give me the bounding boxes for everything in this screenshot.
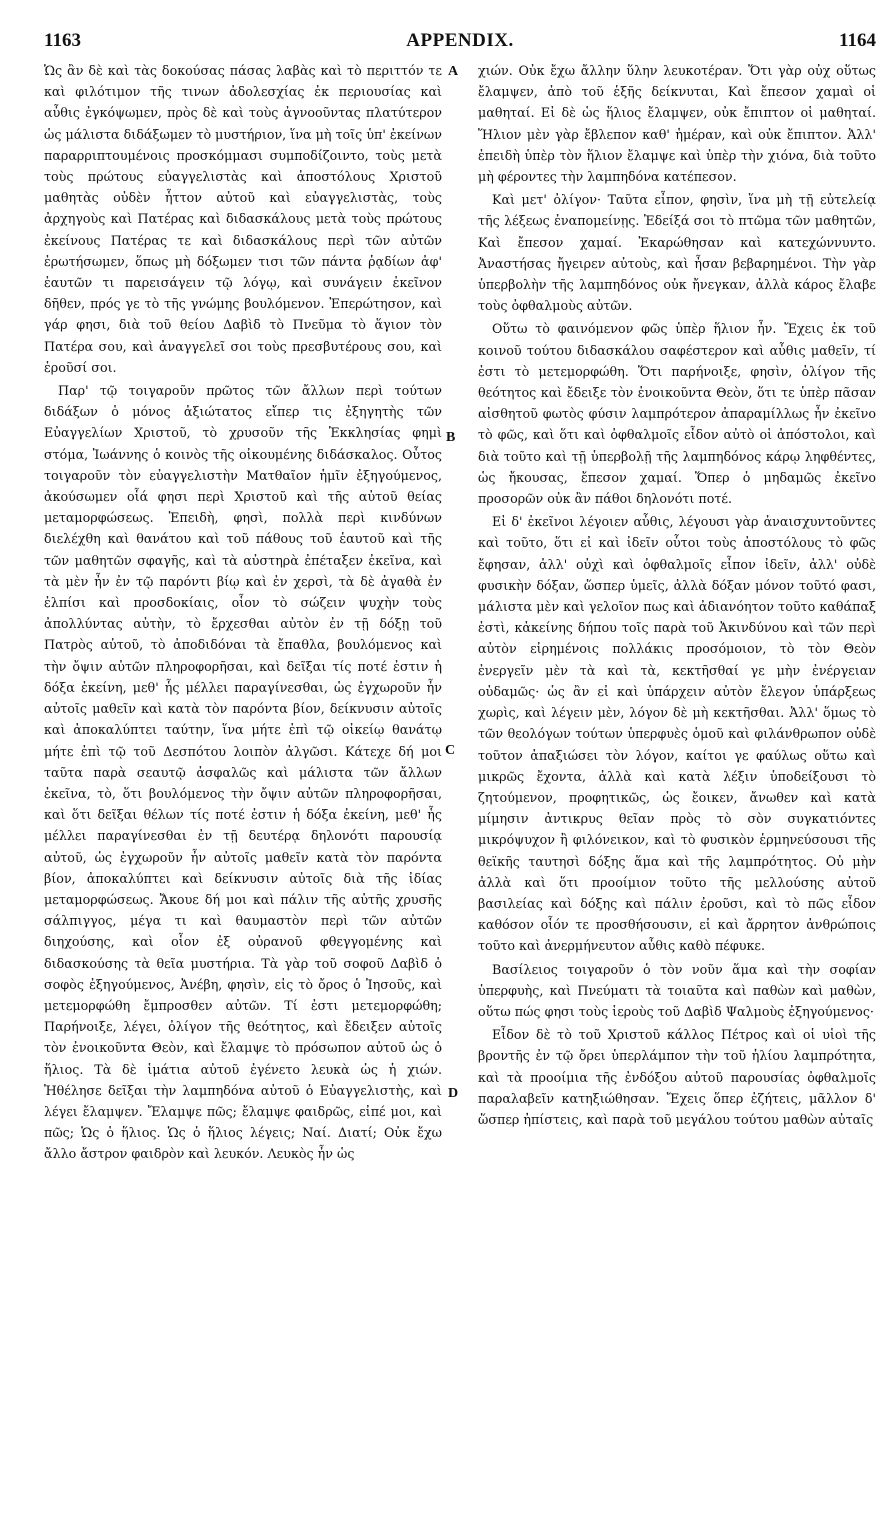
- paragraph: Παρ' τῷ τοιγαροῦν πρῶτος τῶν ἄλλων περὶ τούτων διδάξων ὁ μόνος ἀξιώτατος εἴπερ τις ἐξηγητὴς τῶν Εὐαγγελίων Χριστοῦ, τὸ χρυσοῦν τῆς Ἐκκλησίας φημὶ στόμα, Ἰωάννης ὁ κοινὸς τῆς οἰκουμένης διδάσκαλος. Οὗτος τοιγαροῦν τὸν εὐαγγελιστὴν Ματθαῖον ἡμῖν ἐξηγούμενος, ἀκούσωμεν οἷά φησι περὶ Χριστοῦ καὶ τῆς αὐτοῦ θείας μεταμορφώσεως. Ἐπειδὴ, φησὶ, πολλὰ περὶ κινδύνων διελέχθη καὶ θανάτου καὶ τοῦ πάθους τοῦ ἑαυτοῦ καὶ τῆς τῶν μαθητῶν σφαγῆς, καὶ τὰ αὐστηρὰ ἐπέταξεν ἐκεῖνα, καὶ τὰ μὲν ἦν ἐν τῷ παρόντι βίῳ καὶ ἐν χερσὶ, τὰ δὲ ἀγαθὰ ἐν ἐλπίσι καὶ προσδοκίαις, οἷον τὸ σώζειν ψυχὴν τοὺς ἀπολλύντας αὐτὴν, τὸ ἔρχεσθαι αὐτὸν ἐν τῇ δόξῃ τοῦ Πατρὸς αὐτοῦ, τὸ ἀποδιδόναι τὰ ἔπαθλα, βουλόμενος καὶ τὴν ὄψιν αὐτῶν πληροφορῆσαι, καὶ δεῖξαι τίς ποτέ ἐστιν ἡ δόξα ἐκείνη, μεθ' ἧς μέλλει παραγίνεσθαι, ὡς ἐγχωροῦν ἦν αὐτοῖς μαθεῖν καὶ κατὰ τὸν παρόντα βίον, δείκνυσιν αὐτοῖς καὶ ἀποκαλύπτει ταύτην, ἵνα μήτε ἐπὶ τῷ οἰκείῳ θανάτῳ μήτε ἐπὶ τῷ τοῦ Δεσπότου λοιπὸν ἀλγῶσι. Κάτεχε δή μοι ταῦτα παρὰ σεαυτῷ ἀσφαλῶς καὶ μάλιστα τῶν ἄλλων ἐκεῖνα, τὸ, ὅτι βουλόμενος τὴν ὄψιν αὐτῶν πληροφορῆσαι, καὶ ὅτι δεῖξαι θέλων τίς ποτέ ἐστιν ἡ δόξα ἐκείνη, μεθ' ἧς μέλλει παραγίνεσθαι ἐν τῇ δευτέρᾳ δηλονότι παρουσίᾳ αὐτοῦ, ὡς ἐγχωροῦν ἦν αὐτοῖς μαθεῖν κατὰ τὸν παρόντα βίον, ἀποκαλύπτει καὶ δείκνυσιν αὐτοῖς διὰ τῆς ἰδίας μεταμορφώσεως. Ἄκουε δή μοι καὶ πάλιν τῆς αὐτῆς χρυσῆς σάλπιγγος, μέγα τι καὶ θαυμαστὸν περὶ τῶν αὐτῶν διηχούσης, καὶ οἷον ἐξ οὐρανοῦ φθεγγομένης καὶ διδασκούσης τὰ θεῖα μυστήρια. Τὰ γὰρ τοῦ σοφοῦ Δαβὶδ ὁ σοφὸς ἐξηγούμενος, Ἀνέβη, φησὶν, εἰς τὸ ὄρος ὁ Ἰησοῦς, καὶ μετεμορφώθη ἔμπροσθεν αὐτῶν. Τί ἐστι μετεμορφώθη; Παρήνοιξε, λέγει, ὀλίγον τῆς θεότητος, καὶ ἔδειξεν αὐτοῖς τὸν ἐνοικοῦντα Θεὸν, καὶ ἔλαμψε τὸ πρόσωπον αὐτοῦ ὡς ὁ ἥλιος. Τὰ δὲ ἱμάτια αὐτοῦ ἐγένετο λευκὰ ὡς ἡ χιών. Ἠθέλησε δεῖξαι τὴν λαμπηδόνα αὐτοῦ ὁ Εὐαγγελιστὴς, καὶ λέγει ἔλαμψεν. Ἔλαμψε πῶς; ἔλαμψε φαιδρῶς, εἰπέ μοι, καὶ πῶς; Ὡς ὁ ἥλιος. Ὡς ὁ ἥλιος λέγεις; Ναί. Διατί; Οὐκ ἔχω ἄλλο ἄστρον φαιδρὸν καὶ λευκόν. Λευκὸς ἦν ὡς: [44, 383, 442, 1162]
- paragraph: Βασίλειος τοιγαροῦν ὁ τὸν νοῦν ἅμα καὶ τὴν σοφίαν ὑπερφυὴς, καὶ Πνεύματι τὰ τοιαῦτα καὶ παθὼν καὶ μαθὼν, οὕτω πώς φησι τοὺς ἱεροὺς τοῦ Δαβὶδ Ψαλμοὺς ἐξηγούμενος·: [478, 961, 876, 1019]
- paragraph: Εἰ δ' ἐκεῖνοι λέγοιεν αὖθις, λέγουσι γὰρ ἀναισχυντοῦντες καὶ τοῦτο, ὅτι εἰ καὶ ἰδεῖν οὗτοι τοὺς ἀποστόλους τὸ φῶς ἔφησαν, ἀλλ' οὐχὶ καὶ ὀφθαλμοῖς εἶπον ἰδεῖν, ἀλλ' οὐδὲ φυσικὴν δόξαν, ὥσπερ ὑμεῖς, ἀλλὰ δόξαν μόνον τοῦτό φασι, μάλιστα μὲν καὶ γελοῖον πως καὶ ἀδιανόητον τοῦτο καθάπαξ ἐστὶ, κἀκείνης δήπου τοῖς παρὰ τοῦ Ἀκινδύνου καὶ τῶν περὶ αὐτὸν εἰρημένοις πολλάκις προσόμοιον, τὸ τὸν Θεὸν ἐνεργεῖν μὲν τὰ καὶ τὰ, κεκτῆσθαί γε μὴν ἐνέργειαν οὐδαμῶς· ὡς ἂν εἰ καὶ ὑπάρχειν αὐτὸν ἔλεγον ὑπάρξεως χωρὶς, καὶ λέγειν μὲν, λόγον δὲ μὴ κεκτῆσθαι. Ἀλλ' ὅμως τὸ τῶν θεολόγων τούτων ὑπερφυὲς ὁμοῦ καὶ φιλάνθρωπον οὐδὲ τοῦτον ἀπαξιώσει τὸν λόγον, καίτοι γε φαύλως οὕτω καὶ μικρῶς ἔχοντα, ἀλλὰ καὶ κατὰ λέξιν ὑποδείξουσι τὸ ζητούμενον, προφητικῶς, ὡς ἔοικεν, ἄνωθεν καὶ κατὰ μίμησιν ἀντικρυς θεῖαν πρὸς τὸ σὸν συγκατιόντες μικρόψυχον ἢ φιλόνεικον, καὶ τὸ φυσικὸν ἑρμηνεύσουσι τῆς θεϊκῆς ταυτησὶ δόξης ἅμα καὶ τῆς λαμπρότητος. Οὐ μὴν ἀλλὰ καὶ ὅτι προοίμιον τοῦτο τῆς μελλούσης αὐτοῦ βασιλείας καὶ δόξης καὶ πάλιν ἐροῦσι, καὶ τὸ πῶς εἶδον καθόσον οἷόν τε προσθήσουσιν, εἰ καὶ ἄρρητον ἀνθρώποις τοῦτο καὶ ἀνερμήνευτον αὖθις καθὸ πέφυκε.: [478, 514, 876, 954]
- running-header: [44, 30, 876, 56]
- margin-letter-a: A: [448, 64, 459, 79]
- margin-letter-b: B: [446, 430, 456, 445]
- paragraph: χιών. Οὐκ ἔχω ἄλλην ὕλην λευκοτέραν. Ὅτι γὰρ οὐχ οὕτως ἔλαμψεν, ἀπὸ τοῦ ἑξῆς δείκνυται, Καὶ ἔπεσον χαμαὶ οἱ μαθηταί. Εἰ δὲ ὡς ἥλιος ἔλαμψεν, οὐκ ἔπιπτον οἱ μαθηταί. Ἥλιον μὲν γὰρ ἔβλεπον καθ' ἡμέραν, καὶ οὐκ ἔπιπτον. Ἀλλ' ἐπειδὴ ὑπὲρ τὸν ἥλιον ἔλαμψε καὶ ὑπὲρ τὴν χιόνα, διὰ τοῦτο μὴ φέροντες τὴν λαμπηδόνα κατέπεσον.: [478, 63, 876, 185]
- page-number-left: 1163: [44, 30, 81, 51]
- right-text-column: [478, 60, 876, 1132]
- paragraph: Καὶ μετ' ὀλίγον· Ταῦτα εἶπον, φησὶν, ἵνα μὴ τῇ εὐτελείᾳ τῆς λέξεως ἐναπομείνῃς. Ἐδείξά σοι τὸ πτῶμα τῶν μαθητῶν, Καὶ ἔπεσον χαμαί. Ἐκαρώθησαν καὶ κατεχώννυντο. Ἀναστήσας ἤγειρεν αὐτοὺς, καὶ ἦσαν βεβαρημένοι. Τὴν γὰρ ὑπερβολὴν τῆς λαμπηδόνος οὐκ ἤνεγκαν, ἀλλὰ κάρος ἔλαβε τοὺς ὀφθαλμοὺς αὐτῶν.: [478, 192, 876, 314]
- page-number-right: 1164: [839, 30, 876, 51]
- margin-letter-c: C: [445, 743, 456, 758]
- margin-letter-d: D: [448, 1086, 459, 1101]
- paragraph: Ὡς ἂν δὲ καὶ τὰς δοκούσας πάσας λαβὰς καὶ τὸ περιττόν τε καὶ φιλότιμον τῆς τινων ἀδολεσχίας ἐκ περιουσίας καὶ αὖθις ἐγκόψωμεν, πρὸς δὲ καὶ τοὺς ἀγνοοῦντας πλατύτερον ὡς μάλιστα διδάξωμεν τὸ μυστήριον, ἵνα μὴ τοῖς ὑπ' ἐκείνων παραρριπτουμένοις προσκόμμασι συμποδίζοιντο, τοὺς μετὰ τοὺς πρώτους εὐαγγελιστὰς καὶ ἀποστόλους Χριστοῦ μαθητὰς οὐδὲν ἧττον αὐτοῦ καὶ εὐαγγελιστὰς, τοὺς ἀρχηγοὺς καὶ Πατέρας καὶ διδασκάλους μετὰ τοὺς πρώτους ἐκείνους Πατέρας τε καὶ διδασκάλους περὶ τῶν αὐτῶν ἐρωτήσωμεν, ὅπως μὴ δόξωμεν τισι τῶν πάντα ῥᾳδίων ἀφ' ἑαυτῶν τι παρεισάγειν τῷ λόγῳ, καὶ συνάγειν ἐκεῖνον δῆθεν, πρός γε τὸ τῆς γνώμης βουλόμενον. Ἐπερώτησον, καὶ γάρ φησι, διὰ τοῦ θείου Δαβὶδ τὸ Πνεῦμα τὸ ἅγιον τὸν Πατέρα σου, καὶ ἀναγγελεῖ σοι τοὺς πρεσβυτέρους σου, καὶ ἐροῦσί σοι.: [44, 63, 442, 375]
- paragraph: Εἶδον δὲ τὸ τοῦ Χριστοῦ κάλλος Πέτρος καὶ οἱ υἱοὶ τῆς βροντῆς ἐν τῷ ὄρει ὑπερλάμπον τὴν τοῦ ἡλίου λαμπρότητα, καὶ τὰ προοίμια τῆς ἐνδόξου αὐτοῦ παρουσίας ὀφθαλμοῖς παραλαβεῖν κατηξιώθησαν. Ἔχεις ὅπερ ἐζήτεις, μᾶλλον δ' ὥσπερ ἠπίστεις, καὶ παρὰ τοῦ μεγάλου τούτου μαθὼν αὐταῖς: [478, 1027, 876, 1127]
- left-text-column: [44, 60, 442, 1167]
- running-title: APPENDIX.: [406, 30, 514, 51]
- paragraph: Οὕτω τὸ φαινόμενον φῶς ὑπὲρ ἥλιον ἦν. Ἔχεις ἐκ τοῦ κοινοῦ τούτου διδασκάλου σαφέστερον καὶ αὖθις μαθεῖν, τί ἐστι τὸ μετεμορφώθη. Ὅτι παρήνοιξε, φησὶν, ὀλίγον τῆς θεότητος καὶ ἔδειξε τὸν ἐνοικοῦντα Θεὸν, ὅτι τε ὑπὲρ πᾶσαν αἰσθητοῦ φωτὸς φύσιν λαμπρότερον ἀπαραμίλλως ἦν ἐκεῖνο τὸ φῶς, καὶ ὅτι καὶ ὀφθαλμοῖς εἶδον αὐτὸ οἱ ἀπόστολοι, καὶ διὰ τοῦτο καὶ τῇ ὑπερβολῇ τῆς λαμπηδόνος κάρῳ ληφθέντες, ὡς ἤκουσας, ἔπεσον χαμαί. Ὅπερ ὁ μηδαμῶς ἐκεῖνο προσορῶν οὐκ ἂν πάθοι δηλονότι ποτέ.: [478, 321, 876, 507]
